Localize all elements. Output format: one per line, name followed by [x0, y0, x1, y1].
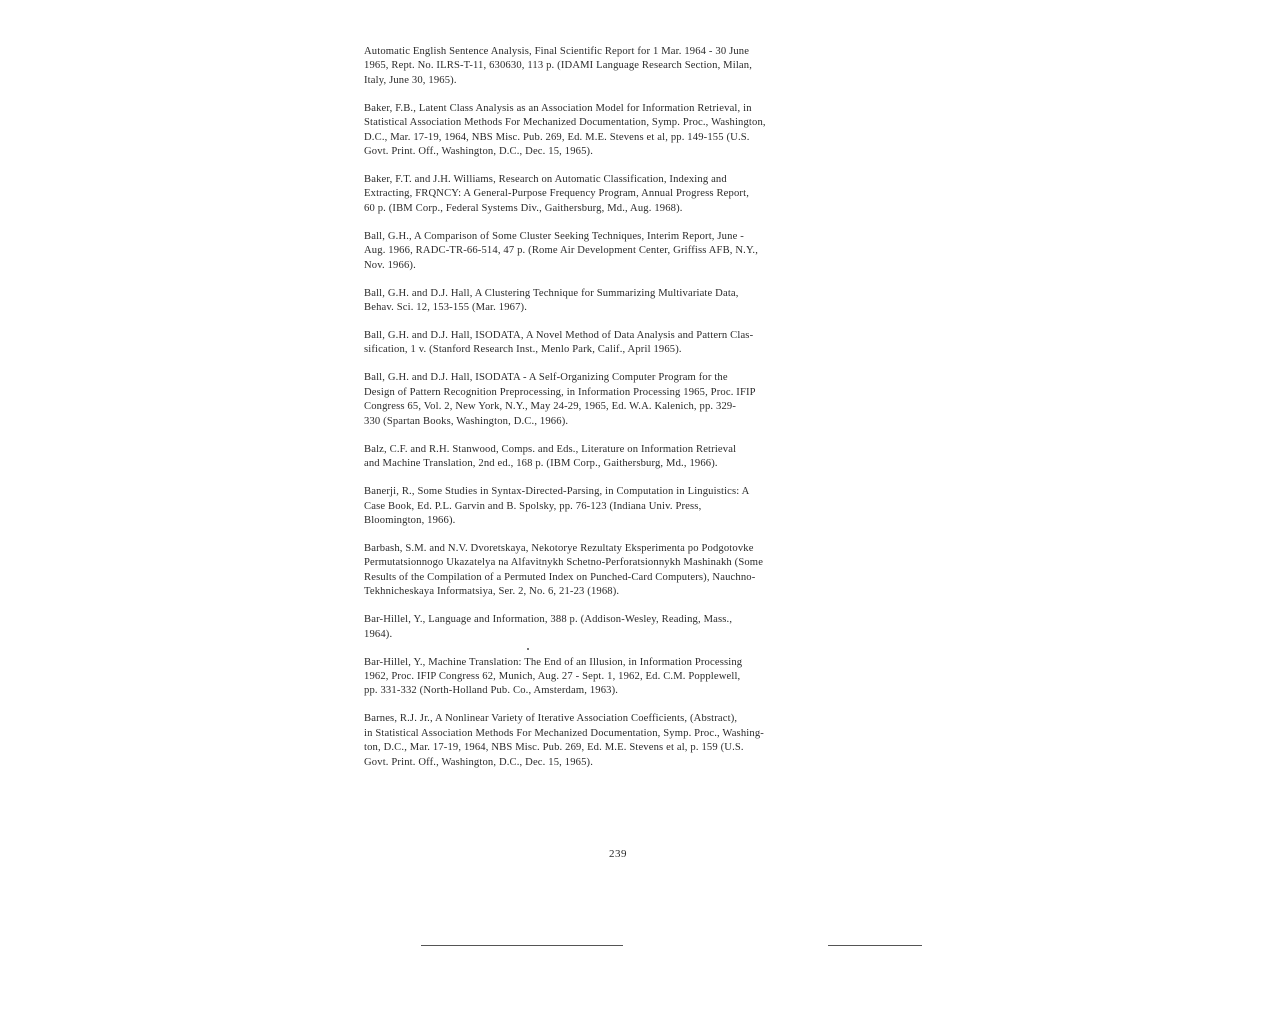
scan-speck	[527, 648, 529, 650]
bibliography-entry: Baker, F.B., Latent Class Analysis as an Association Model for Information Retrieval, in Statistical Association Methods For Mechanized Documentation, Symp. Proc., Washington, D.C., Mar. 17-19, 1964, NBS Misc. Pub. 269, Ed. M.E. Stevens et al, pp. 149-155 (U.S. Govt. Print. Off., Washington, D.C., Dec. 15, 1965).	[364, 102, 766, 158]
bibliography-entry: Balz, C.F. and R.H. Stanwood, Comps. and Eds., Literature on Information Retrieval and Machine Translation, 2nd ed., 168 p. (IBM Corp., Gaithersburg, Md., 1966).	[364, 443, 737, 470]
bibliography-entry: Ball, G.H. and D.J. Hall, ISODATA, A Novel Method of Data Analysis and Pattern Clas- sification, 1 v. (Stanford Research Inst., Menlo Park, Calif., April 1965).	[364, 330, 754, 356]
bibliography-entry: Automatic English Sentence Analysis, Final Scientific Report for 1 Mar. 1964 - 30 June 1965, Rept. No. ILRS-T-11, 630630, 113 p. (IDAMI Language Research Section, Milan, Italy, June 30, 1965).	[364, 46, 753, 86]
bibliography-list	[364, 45, 878, 770]
bibliography-entry: Ball, G.H., A Comparison of Some Cluster Seeking Techniques, Interim Report, June - Aug. 1966, RADC-TR-66-514, 47 p. (Rome Air Development Center, Griffiss AFB, N.Y., Nov. 1966).	[364, 230, 759, 271]
footer-rule-right	[828, 945, 922, 946]
footer-rule-left	[421, 945, 623, 946]
page-number: 239	[609, 848, 627, 860]
bibliography-entry: Bar-Hillel, Y., Machine Translation: The End of an Illusion, in Information Processing 1962, Proc. IFIP Congress 62, Munich, Aug. 27 - Sept. 1, 1962, Ed. C.M. Popplewell, pp. 331-332 (North-Holland Pub. Co., Amsterdam, 1963).	[364, 656, 743, 697]
bibliography-entry: Ball, G.H. and D.J. Hall, ISODATA - A Self-Organizing Computer Program for the Design of Pattern Recognition Preprocessing, in Information Processing 1965, Proc. IFIP Congress 65, Vol. 2, New York, N.Y., May 24-29, 1965, Ed. W.A. Kalenich, pp. 329- 330 (Spartan Books, Washington, D.C., 1966).	[364, 372, 756, 427]
bibliography-entry: Barbash, S.M. and N.V. Dvoretskaya, Nekotorye Rezultaty Eksperimenta po Podgotovke Permutatsionnogo Ukazatelya na Alfavitnykh Schetno-Perforatsionnykh Mashinakh (Some Results of the Compilation of a Permuted Index on Punched-Card Computers), Nauchno- Tekhnicheskaya Informatsiya, Ser. 2, No. 6, 21-23 (1968).	[364, 542, 764, 598]
bibliography-entry: Barnes, R.J. Jr., A Nonlinear Variety of Iterative Association Coefficients, (Abstract), in Statistical Association Methods For Mechanized Documentation, Symp. Proc., Washing- ton, D.C., Mar. 17-19, 1964, NBS Misc. Pub. 269, Ed. M.E. Stevens et al, p. 159 (U.S. Govt. Print. Off., Washington, D.C., Dec. 15, 1965).	[364, 713, 764, 768]
bibliography-entry: Bar-Hillel, Y., Language and Information, 388 p. (Addison-Wesley, Reading, Mass., 1964).	[364, 614, 733, 640]
bibliography-entry: Baker, F.T. and J.H. Williams, Research on Automatic Classification, Indexing and Extracting, FRQNCY: A General-Purpose Frequency Program, Annual Progress Report, 60 p. (IBM Corp., Federal Systems Div., Gaithersburg, Md., Aug. 1968).	[364, 174, 749, 214]
bibliography-entry: Banerji, R., Some Studies in Syntax-Directed-Parsing, in Computation in Linguistics: A Case Book, Ed. P.L. Garvin and B. Spolsky, pp. 76-123 (Indiana Univ. Press, Bloomington, 1966).	[364, 486, 750, 526]
bibliography-entry: Ball, G.H. and D.J. Hall, A Clustering Technique for Summarizing Multivariate Data, Behav. Sci. 12, 153-155 (Mar. 1967).	[364, 287, 739, 314]
